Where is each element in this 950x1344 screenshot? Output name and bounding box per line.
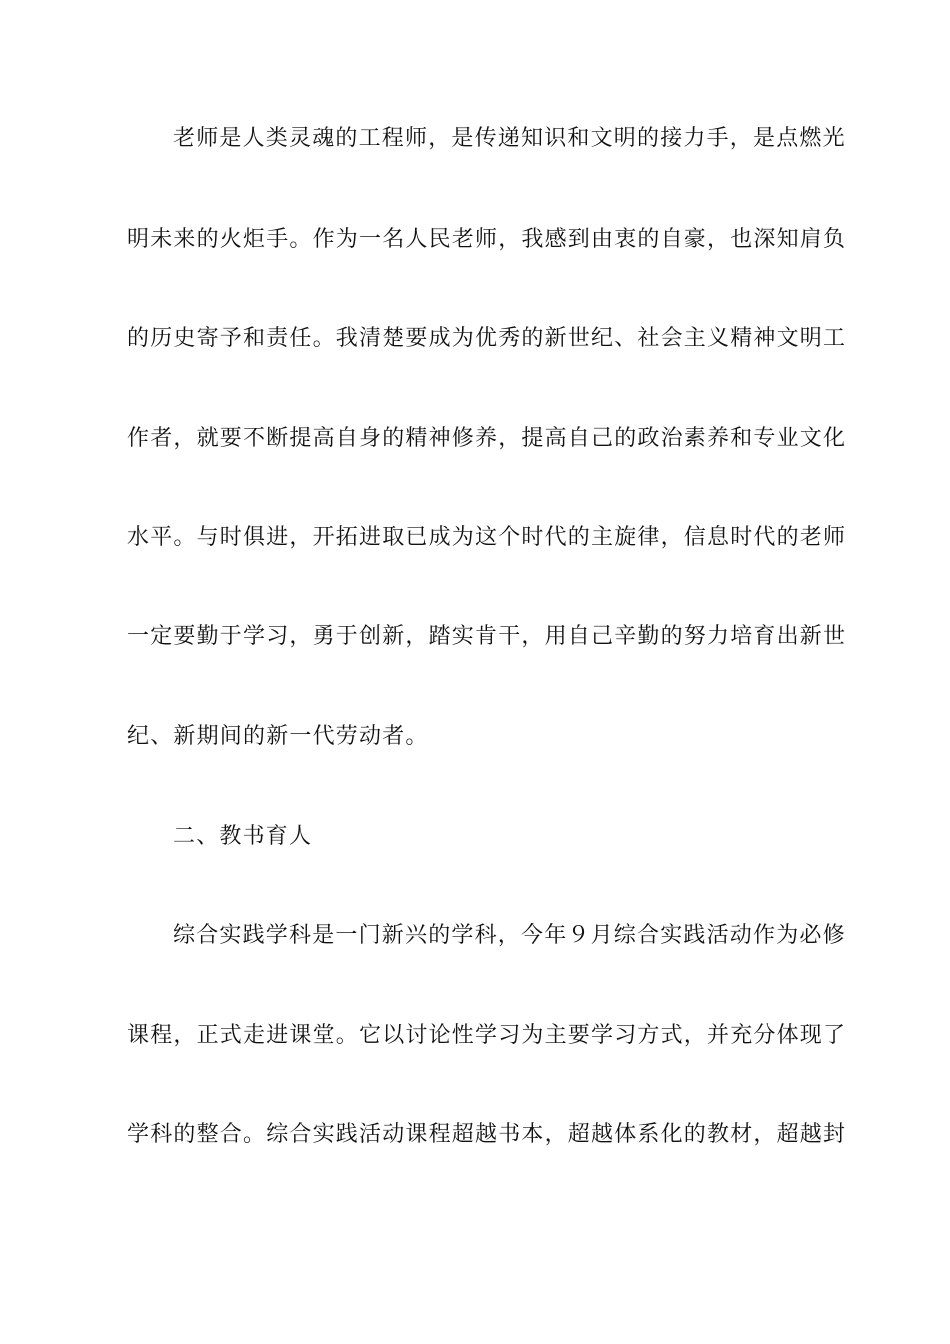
paragraph-1-line-5: 水平。与时俱进，开拓进取已成为这个时代的主旋律，信息时代的老师: [127, 525, 847, 550]
paragraph-1-line-6: 一定要勤于学习，勇于创新，踏实肯干，用自己辛勤的努力培育出新世: [127, 624, 847, 649]
paragraph-1-line-7: 纪、新期间的新一代劳动者。: [127, 724, 429, 749]
paragraph-1-line-4: 作者，就要不断提高自身的精神修养，提高自己的政治素养和专业文化: [127, 426, 847, 451]
paragraph-1-line-1: 老师是人类灵魂的工程师，是传递知识和文明的接力手，是点燃光: [173, 126, 846, 151]
paragraph-2-line-1: 综合实践学科是一门新兴的学科，今年９月综合实践活动作为必修: [173, 923, 846, 948]
paragraph-2-line-2: 课程，正式走进课堂。它以讨论性学习为主要学习方式，并充分体现了: [127, 1023, 847, 1048]
paragraph-1-line-2: 明未来的火炬手。作为一名人民老师，我感到由衷的自豪，也深知肩负: [127, 227, 847, 252]
paragraph-1-line-3: 的历史寄予和责任。我清楚要成为优秀的新世纪、社会主义精神文明工: [127, 326, 847, 351]
paragraph-2-line-3: 学科的整合。综合实践活动课程超越书本，超越体系化的教材，超越封: [127, 1122, 847, 1147]
section-heading: 二、教书育人: [173, 824, 313, 849]
